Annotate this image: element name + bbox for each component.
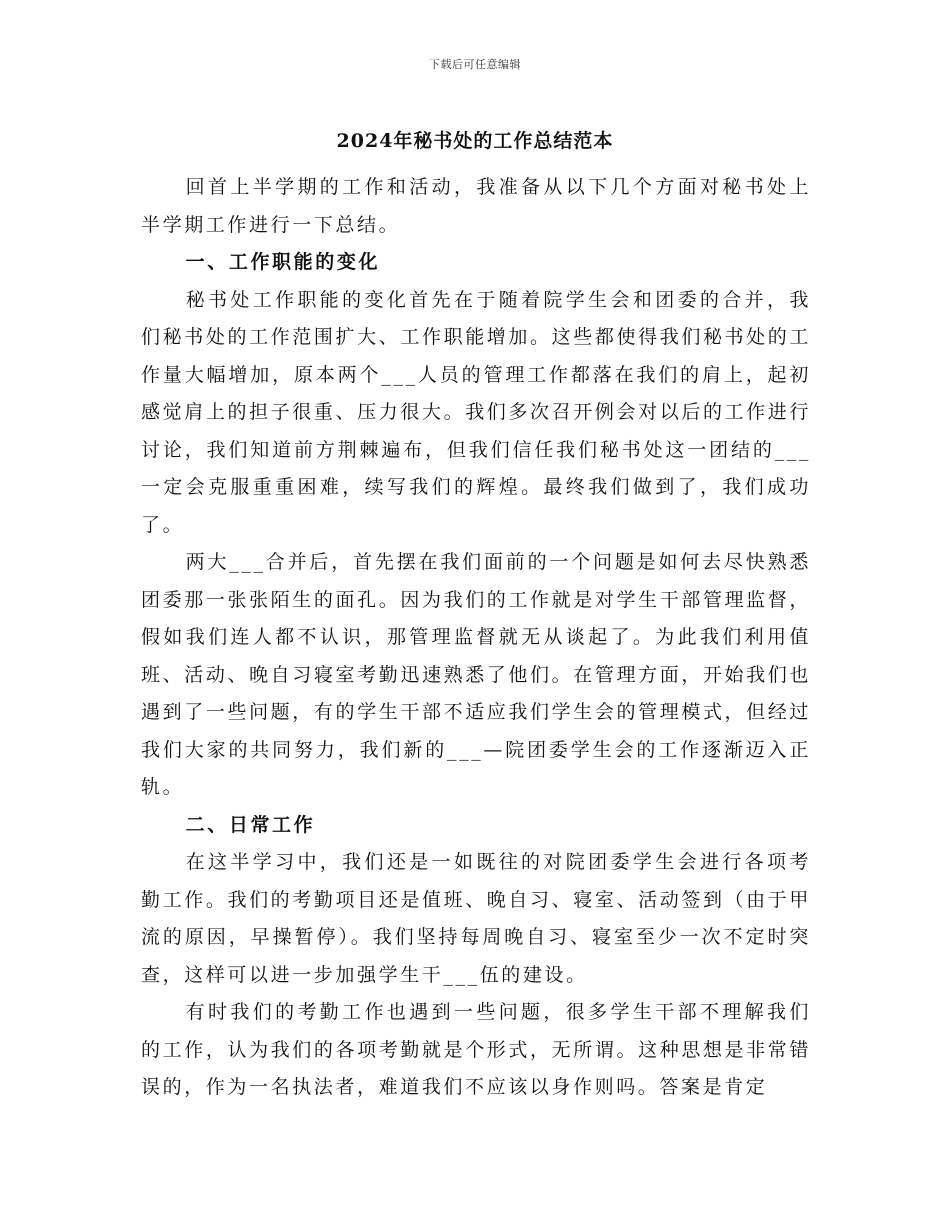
body-paragraph: 秘书处工作职能的变化首先在于随着院学生会和团委的合并，我们秘书处的工作范围扩大、工作职能增加。这些都使得我们秘书处的工作量大幅增加，原本两个___人员的管理工作都落在我们的肩上，起初感觉肩上的担子很重、压力很大。我们多次召开例会对以后的工作进行讨论，我们知道前方荆棘遍布，但我们信任我们秘书处这一团结的___一定会克服重重困难，续写我们的辉煌。最终我们做到了，我们成功了。 [141,288,811,536]
header-note: 下载后可任意编辑 [429,58,521,71]
body-paragraph: 两大___合并后，首先摆在我们面前的一个问题是如何去尽快熟悉团委那一张张陌生的面孔。因为我们的工作就是对学生干部管理监督，假如我们连人都不认识，那管理监督就无从谈起了。为此我们利用值班、活动、晚自习寝室考勤迅速熟悉了他们。在管理方面，开始我们也遇到了一些问题，有的学生干部不适应我们学生会的管理模式，但经过我们大家的共同努力，我们新的___—院团委学生会的工作逐渐迈入正轨。 [141,551,811,798]
section-heading: 二、日常工作 [185,813,316,836]
body-paragraph: 有时我们的考勤工作也遇到一些问题，很多学生干部不理解我们的工作，认为我们的各项考勤就是个形式，无所谓。这种思想是非常错误的，作为一名执法者，难道我们不应该以身作则吗。答案是肯定 [141,1001,811,1098]
body-paragraph: 在这半学习中，我们还是一如既往的对院团委学生会进行各项考勤工作。我们的考勤项目还是值班、晚自习、寝室、活动签到（由于甲流的原因，早操暂停）。我们坚持每周晚自习、寝室至少一次不定时突查，这样可以进一步加强学生干___伍的建设。 [141,851,811,986]
document-body [141,169,811,1107]
document-title: 2024年秘书处的工作总结范本 [336,130,614,152]
section-heading: 一、工作职能的变化 [185,251,381,273]
intro-paragraph: 回首上半学期的工作和活动，我准备从以下几个方面对秘书处上半学期工作进行一下总结。 [141,176,811,236]
